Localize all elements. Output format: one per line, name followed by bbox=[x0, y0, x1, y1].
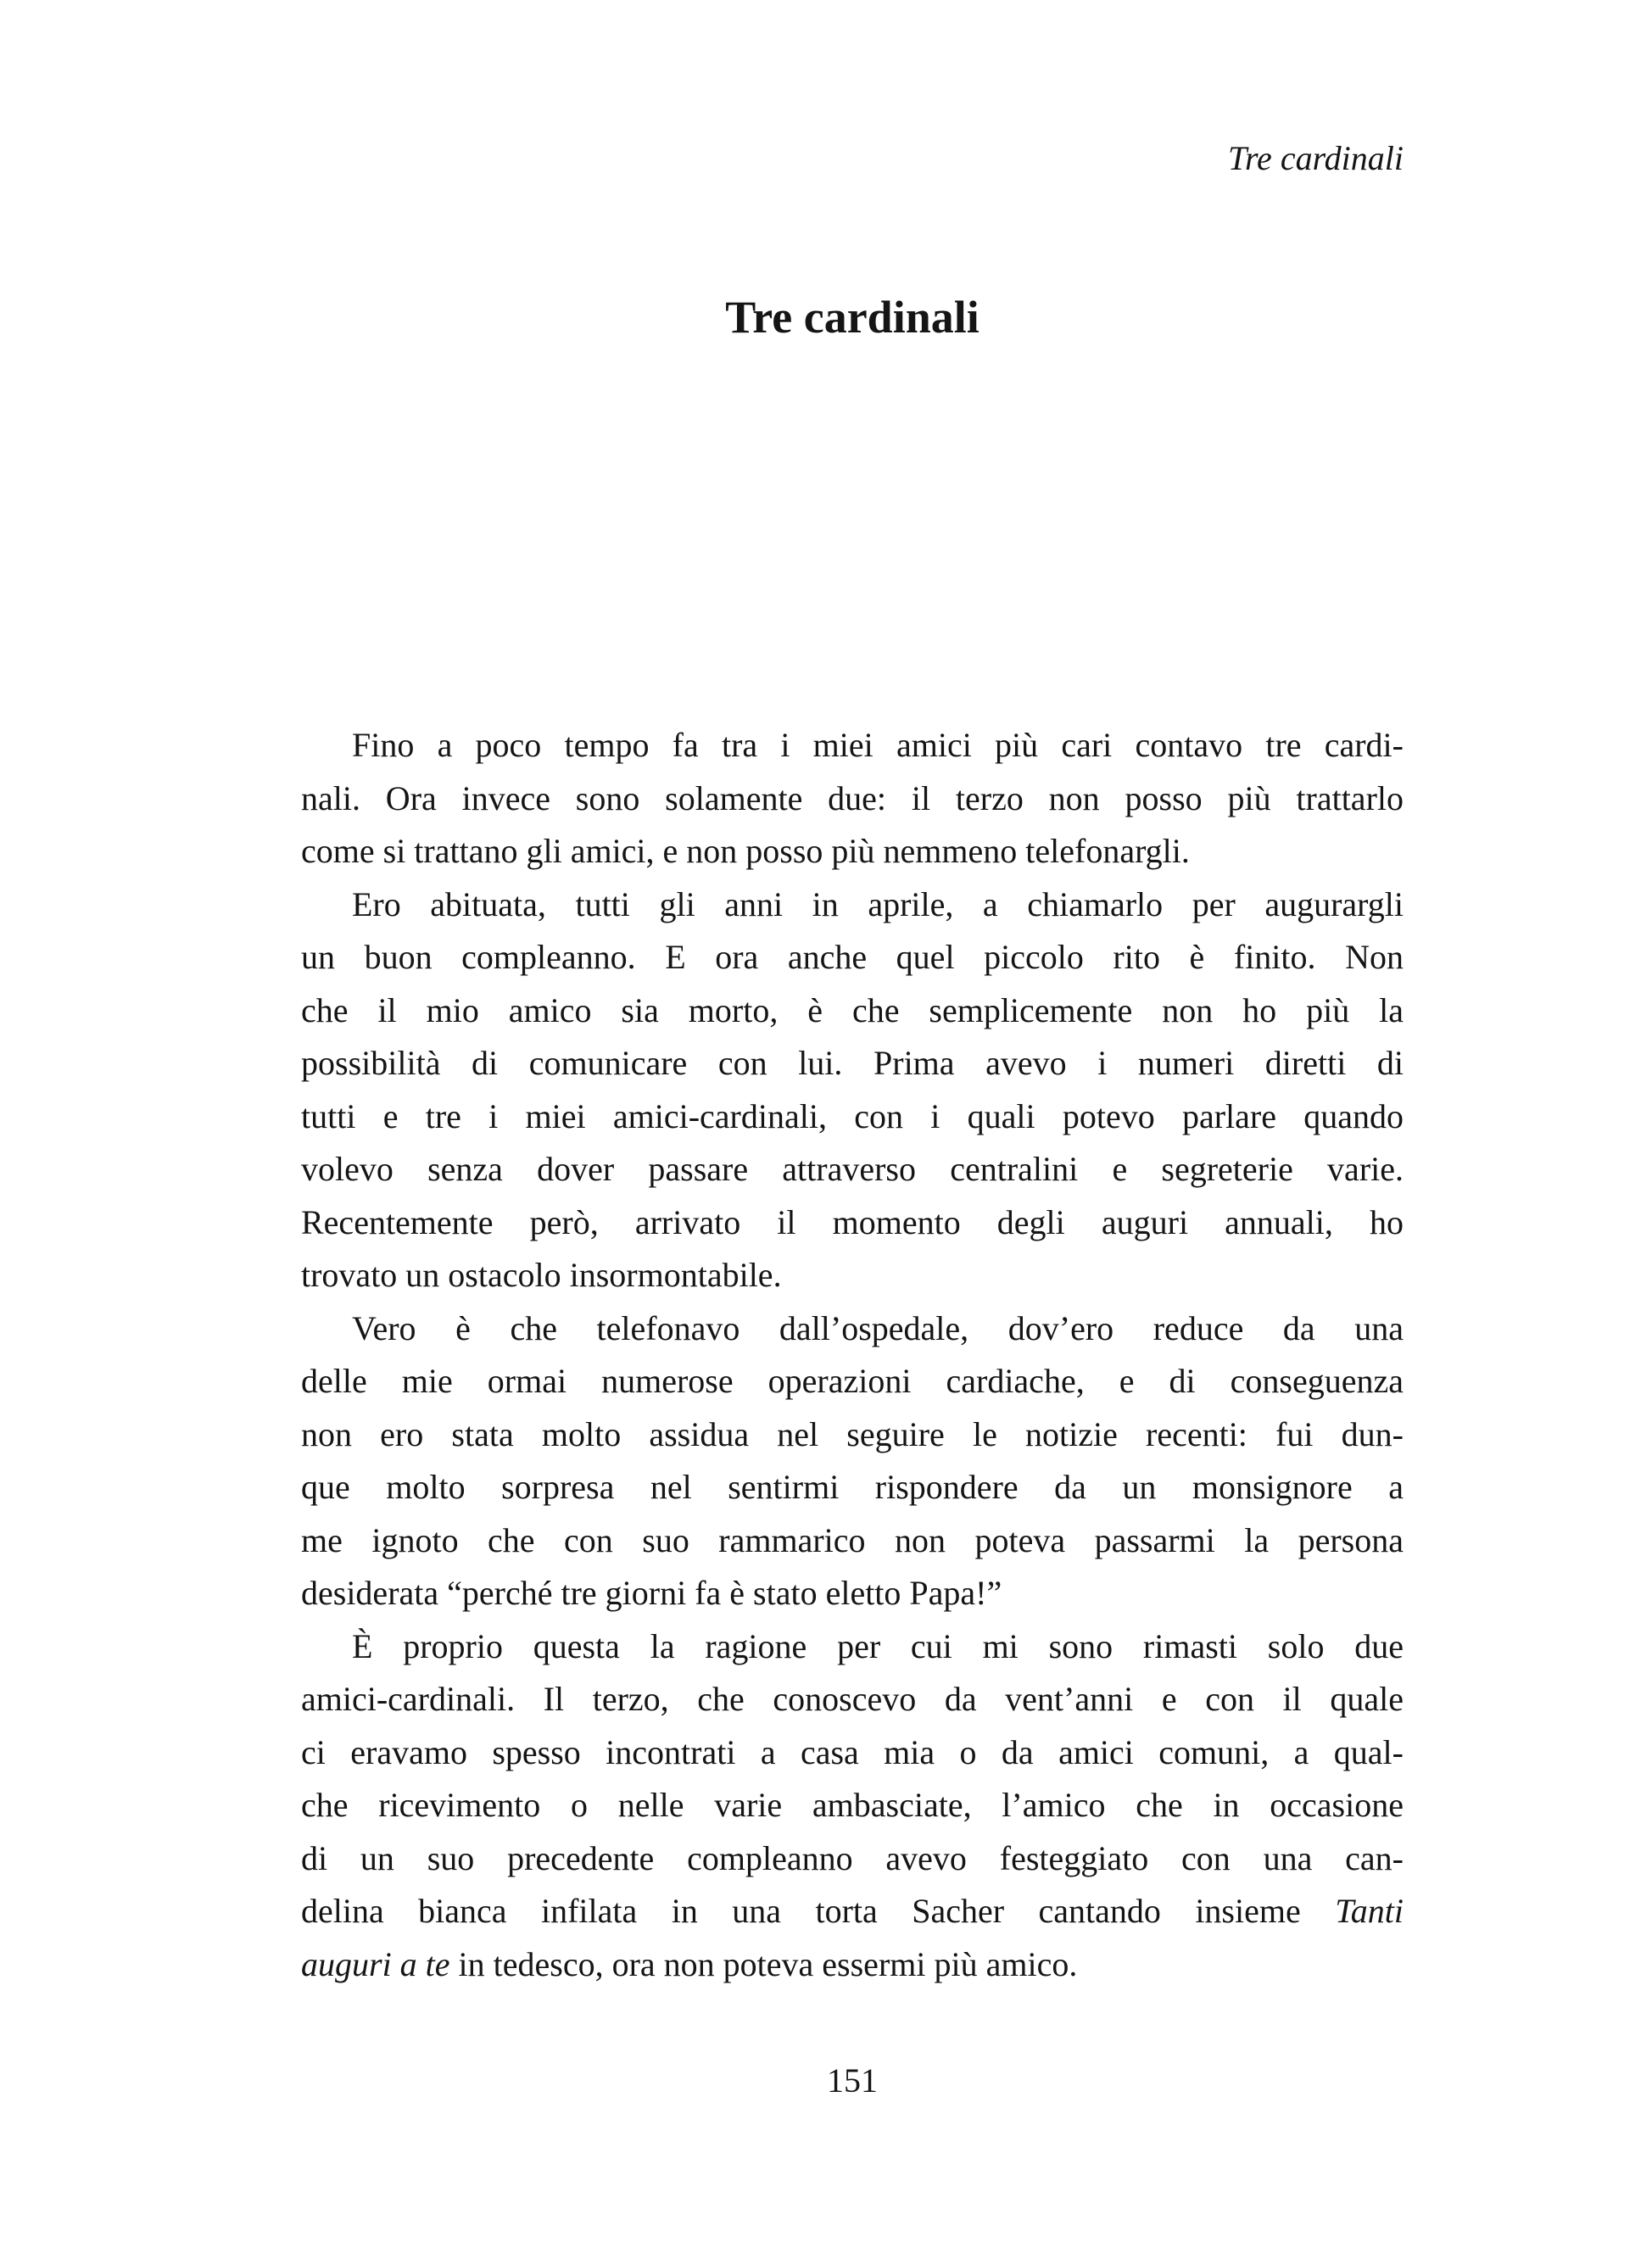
paragraph bbox=[301, 1302, 1404, 1620]
text-line: che ricevimento o nelle varie ambasciate, l’amico che in occasione bbox=[301, 1786, 1404, 1824]
text-line: tutti e tre i miei amici-cardinali, con i quali potevo parlare quando bbox=[301, 1096, 1404, 1135]
text-line: che il mio amico sia morto, è che semplicemente non ho più la bbox=[301, 990, 1404, 1029]
paragraph bbox=[301, 1620, 1404, 1992]
running-header: Tre cardinali bbox=[1227, 139, 1404, 177]
text-line: come si trattano gli amici, e non posso più nemmeno telefonargli. bbox=[301, 832, 1190, 870]
text-line: volevo senza dover passare attraverso centralini e segreterie varie. bbox=[301, 1150, 1404, 1188]
text-line: Vero è che telefonavo dall’ospedale, dov’ero reduce da una bbox=[352, 1308, 1404, 1347]
text-line: nali. Ora invece sono solamente due: il terzo non posso più trattarlo bbox=[301, 778, 1404, 817]
text-line: trovato un ostacolo insormontabile. bbox=[301, 1256, 782, 1294]
paragraph bbox=[301, 719, 1404, 878]
text-line: amici-cardinali. Il terzo, che conoscevo da vent’anni e con il quale bbox=[301, 1680, 1404, 1718]
text-line: ci eravamo spesso incontrati a casa mia o da amici comuni, a qual- bbox=[301, 1732, 1404, 1771]
text-line: desiderata “perché tre giorni fa è stato eletto Papa!” bbox=[301, 1574, 1002, 1612]
text-line: non ero stata molto assidua nel seguire le notizie recenti: fui dun- bbox=[301, 1414, 1404, 1453]
text-line: possibilità di comunicare con lui. Prima avevo i numeri diretti di bbox=[301, 1044, 1404, 1082]
text-line: Recentemente però, arrivato il momento degli auguri annuali, ho bbox=[301, 1202, 1404, 1241]
page-number: 151 bbox=[827, 2061, 878, 2100]
text-line: È proprio questa la ragione per cui mi sono rimasti solo due bbox=[352, 1626, 1404, 1665]
text-line: delina bianca infilata in una torta Sacher cantando insieme Tanti bbox=[301, 1892, 1404, 1930]
paragraph bbox=[301, 878, 1404, 1302]
text-line: un buon compleanno. E ora anche quel piccolo rito è finito. Non bbox=[301, 938, 1404, 976]
text-line: auguri a te in tedesco, ora non poteva essermi più amico. bbox=[301, 1944, 1078, 1983]
text-line: delle mie ormai numerose operazioni cardiache, e di conseguenza bbox=[301, 1362, 1404, 1400]
body-text bbox=[301, 719, 1404, 1991]
text-line: que molto sorpresa nel sentirmi rispondere da un monsignore a bbox=[301, 1468, 1404, 1506]
text-line: Ero abituata, tutti gli anni in aprile, a chiamarlo per augurargli bbox=[352, 884, 1404, 923]
text-line: me ignoto che con suo rammarico non poteva passarmi la persona bbox=[301, 1520, 1404, 1559]
page-title: Tre cardinali bbox=[725, 292, 979, 343]
text-line: di un suo precedente compleanno avevo festeggiato con una can- bbox=[301, 1838, 1404, 1877]
text-line: Fino a poco tempo fa tra i miei amici più cari contavo tre cardi- bbox=[352, 726, 1404, 764]
